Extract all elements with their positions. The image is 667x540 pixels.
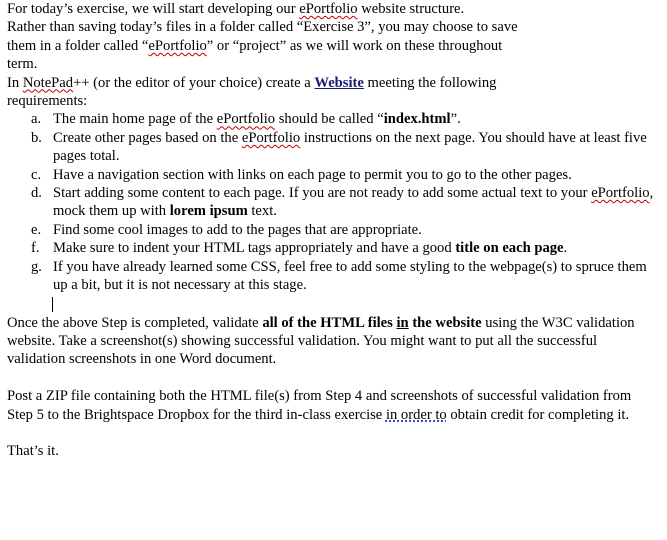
item-text: Create other pages based on the bbox=[53, 129, 242, 146]
list-marker: d. bbox=[31, 185, 42, 202]
spellcheck-word[interactable]: ePortfolio bbox=[148, 37, 207, 54]
spellcheck-word[interactable]: ePortfolio bbox=[591, 185, 650, 202]
spellcheck-word[interactable]: ePortfolio bbox=[299, 1, 358, 17]
item-text: , mock them up with bbox=[53, 185, 654, 220]
list-marker: b. bbox=[31, 129, 42, 146]
list-item bbox=[7, 258, 657, 295]
list-item bbox=[7, 184, 657, 221]
list-marker: f. bbox=[31, 240, 40, 257]
submission-text: obtain credit for completing it. bbox=[446, 406, 630, 423]
item-text: . bbox=[563, 240, 568, 257]
list-item bbox=[7, 166, 657, 184]
item-text: Start adding some content to each page. If you are not ready to add some actual text to your bbox=[53, 185, 592, 202]
list-marker: g. bbox=[31, 258, 42, 275]
list-marker: c. bbox=[31, 166, 42, 183]
intro-text: meeting the following bbox=[363, 74, 497, 91]
emphasis-in: in bbox=[396, 314, 409, 331]
validation-text: using the W3C validation website. Take a screenshot(s) showing successful validation. You might want to put all the successful validation screenshots in one Word document. bbox=[7, 314, 635, 368]
intro-text: them in a folder called “ bbox=[7, 37, 149, 54]
item-text: Make sure to indent your HTML tags appropriately and have a good bbox=[53, 240, 456, 257]
emphasis-html-files: all of the HTML files bbox=[262, 314, 397, 331]
item-text: instructions on the next page. You should have at least five pages total. bbox=[53, 129, 647, 165]
intro-text: Rather than saving today’s files in a folder called “Exercise 3”, you may choose to save bbox=[7, 19, 518, 36]
requirements-list bbox=[7, 110, 657, 294]
item-text: If you have already learned some CSS, feel free to add some styling to the webpage(s) to spruce them up a bit, but it is not necessary at this stage. bbox=[53, 258, 647, 294]
item-text: should be called “ bbox=[275, 111, 384, 128]
list-item bbox=[7, 239, 657, 257]
document-page bbox=[7, 0, 657, 461]
intro-text: term. bbox=[7, 56, 38, 73]
list-item bbox=[7, 110, 657, 128]
item-text: Find some cool images to add to the pages that are appropriate. bbox=[53, 221, 422, 238]
list-item bbox=[7, 221, 657, 239]
intro-text: website structure. bbox=[357, 1, 465, 17]
text-cursor[interactable] bbox=[52, 297, 53, 312]
emphasis-website: Website bbox=[314, 74, 364, 91]
emphasis-title: title on each page bbox=[455, 240, 564, 257]
intro-text: requirements: bbox=[7, 93, 88, 110]
closing-line: That’s it. bbox=[7, 443, 59, 460]
emphasis-website: the website bbox=[408, 314, 482, 331]
item-text: Have a navigation section with links on each page to permit you to go to the other pages. bbox=[53, 166, 572, 183]
blank-line bbox=[7, 369, 657, 387]
item-text: text. bbox=[247, 203, 277, 220]
item-text: ”. bbox=[450, 111, 461, 128]
grammar-check-phrase[interactable]: in order to bbox=[385, 406, 447, 423]
validation-paragraph bbox=[7, 314, 657, 369]
intro-text: For today’s exercise, we will start developing our bbox=[7, 1, 300, 17]
list-marker: e. bbox=[31, 221, 42, 238]
submission-text: Post a ZIP file containing both the HTML file(s) from Step 4 and screenshots of successful validation from Step 5 to the Brightspace Dropbox for the third in-class exercise bbox=[7, 388, 632, 423]
list-marker: a. bbox=[31, 111, 42, 128]
submission-paragraph bbox=[7, 387, 657, 424]
list-item bbox=[7, 129, 657, 166]
validation-text: Once the above Step is completed, validate bbox=[7, 314, 263, 331]
spellcheck-word[interactable]: NotePad bbox=[22, 74, 74, 91]
item-text: The main home page of the bbox=[53, 111, 217, 128]
intro-text: In bbox=[7, 74, 23, 91]
intro-text: ++ (or the editor of your choice) create a bbox=[73, 74, 315, 91]
spellcheck-word[interactable]: ePortfolio bbox=[216, 111, 276, 128]
blank-line bbox=[7, 424, 657, 442]
emphasis-lorem-ipsum: lorem ipsum bbox=[169, 203, 248, 220]
spellcheck-word[interactable]: ePortfolio bbox=[241, 129, 301, 146]
intro-text: ” or “project” as we will work on these throughout bbox=[206, 37, 503, 54]
intro-paragraph bbox=[7, 0, 657, 110]
emphasis-index-html: index.html bbox=[383, 111, 451, 128]
